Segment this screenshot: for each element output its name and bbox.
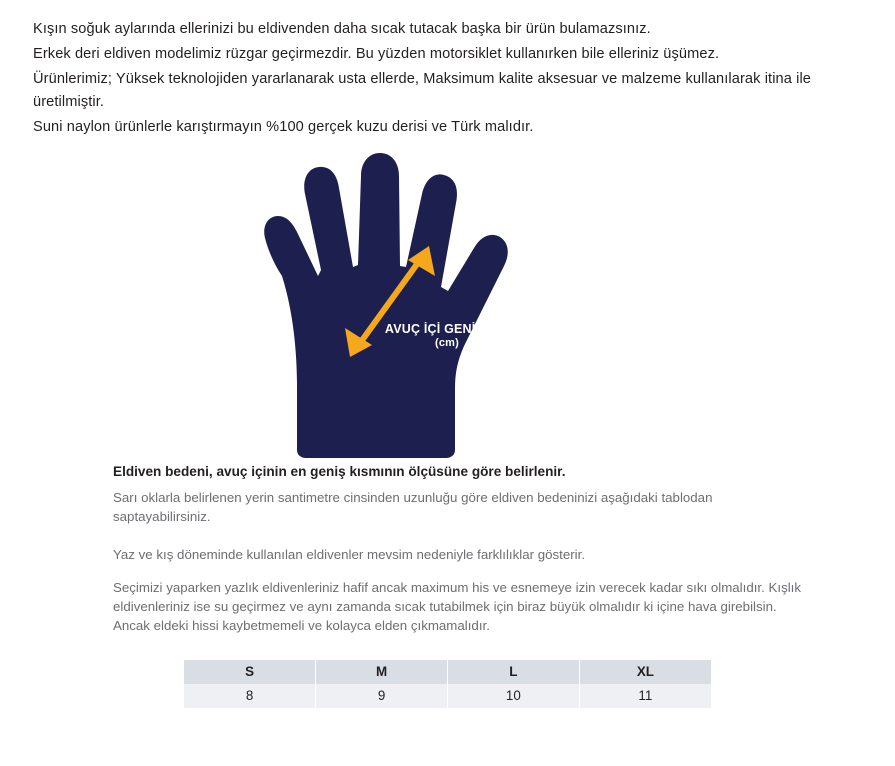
size-value-xl: 11 [638, 688, 653, 703]
glove-illustration [222, 150, 642, 460]
intro-text-block [33, 18, 863, 141]
intro-line-4: Suni naylon ürünlerle karıştırmayın %100 gerçek kuzu derisi ve Türk malıdır. [33, 118, 534, 135]
measure-label-text: AVUÇ İÇİ GENİŞLİĞİ [384, 322, 510, 336]
table-row [184, 684, 711, 708]
intro-line-2: Erkek deri eldiven modelimiz rüzgar geçirmezdir. Bu yüzden motorsiklet kullanırken bile elleriniz üşümez. [33, 46, 720, 63]
size-value-l: 10 [448, 684, 580, 708]
measure-unit-text: (cm) [434, 337, 460, 350]
size-value-s: 8 [184, 684, 316, 708]
description-lead: Eldiven bedeni, avuç içinin en geniş kısmının ölçüsüne göre belirlenir. [113, 464, 566, 479]
size-table-body [184, 684, 711, 708]
description-paragraph-3: Seçimizi yaparken yazlık eldivenleriniz hafif ancak maximum his ve esnemeye izin verecek kadar sıkı olmalıdır. Kışlık eldivenleriniz ise su geçirmez ve aynı zamanda sıcak tutabilmek için biraz büyük olmalıdır ki içine hava girebilsin. Ancak eldeki hissi kaybetmemeli ve kolayca elden çıkmamalıdır. [113, 580, 802, 634]
size-header-xl: XL [636, 664, 654, 679]
size-table [184, 660, 711, 708]
size-table-head [184, 660, 711, 684]
description-paragraph-1: Sarı oklarla belirlenen yerin santimetre cinsinden uzunluğu göre eldiven bedeninizi aşağıdaki tablodan saptayabilirsiniz. [113, 489, 713, 524]
size-value-m: 9 [316, 684, 448, 708]
intro-line-3: Ürünlerimiz; Yüksek teknolojiden yararlanarak usta ellerde, Maksimum kalite aksesuar ve malzeme kullanılarak itina ile üretilmiştir. [33, 71, 812, 110]
size-header-m: M [316, 660, 448, 684]
size-header-s: S [184, 660, 316, 684]
description-block [113, 462, 813, 636]
intro-line-1: Kışın soğuk aylarında ellerinizi bu eldivenden daha sıcak tutacak başka bir ürün bulamazsınız. [33, 21, 651, 37]
size-header-l: L [448, 660, 580, 684]
table-row-headers [184, 660, 711, 684]
description-paragraph-2: Yaz ve kış döneminde kullanılan eldivenler mevsim nedeniyle farklılıklar gösterir. [113, 547, 586, 563]
